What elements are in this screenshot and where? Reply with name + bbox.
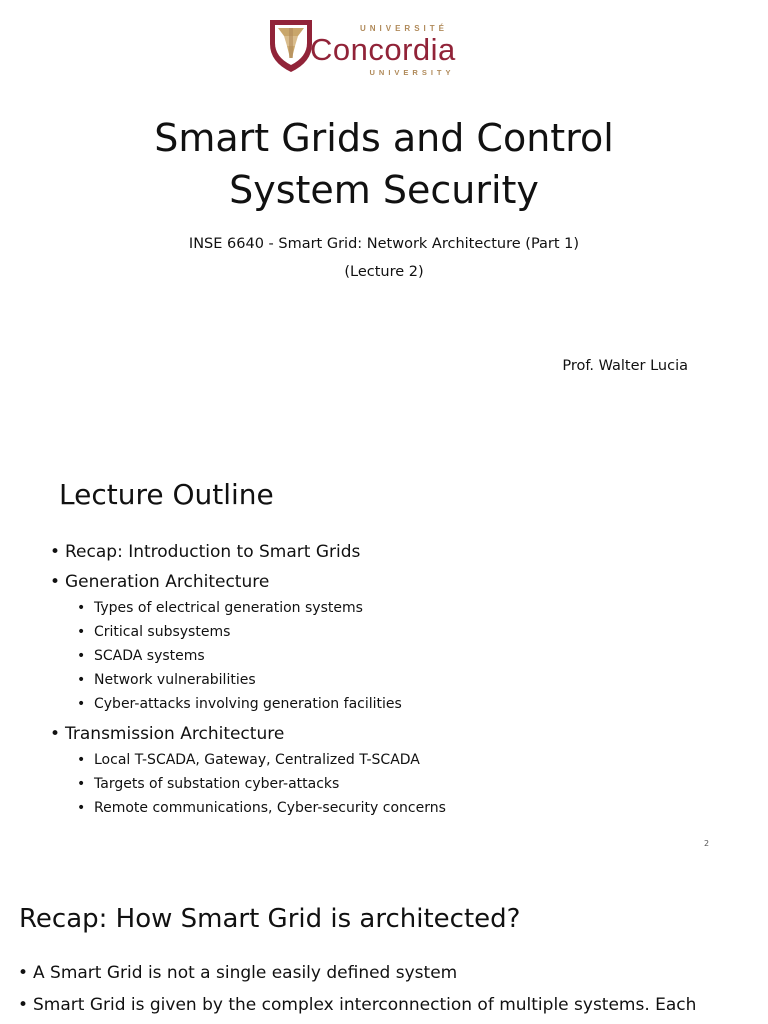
outline-subitem: • Types of electrical generation systems: [77, 596, 730, 620]
outline-subitem: • Remote communications, Cyber-security concerns: [77, 796, 730, 820]
outline-subitem: • Critical subsystems: [77, 620, 730, 644]
outline-slide: [0, 432, 768, 864]
outline-section: [50, 540, 730, 564]
slide-title-line-2: System Security: [229, 168, 539, 212]
outline-section-label: • Recap: Introduction to Smart Grids: [50, 540, 730, 564]
title-slide: [0, 0, 768, 432]
outline-section: [50, 722, 730, 820]
outline-list: [50, 540, 730, 826]
recap-bullet-list: [18, 960, 758, 1024]
slide-title-line-1: Smart Grids and Control: [154, 116, 614, 160]
outline-subitem: • Local T-SCADA, Gateway, Centralized T-SCADA: [77, 748, 730, 772]
recap-title: Recap: How Smart Grid is architected?: [19, 904, 521, 934]
outline-title: Lecture Outline: [59, 478, 274, 511]
subtitle-course: INSE 6640 - Smart Grid: Network Architecture (Part 1): [188, 236, 580, 252]
recap-slide: [0, 864, 768, 1024]
author-name: Prof. Walter Lucia: [562, 358, 688, 374]
subtitle-lecture: (Lecture 2): [344, 264, 424, 280]
slide-subtitle: [0, 230, 768, 286]
slide-title: [0, 112, 768, 216]
logo-top-text: UNIVERSITÉ: [359, 24, 448, 33]
logo-name: Concordia: [310, 32, 456, 67]
logo-bottom-text: UNIVERSITY: [369, 68, 455, 77]
recap-bullet: • Smart Grid is given by the complex interconnection of multiple systems. Each: [18, 992, 758, 1018]
outline-section-label: • Generation Architecture: [50, 570, 730, 594]
concordia-logo: [258, 10, 510, 80]
outline-subitem: • Network vulnerabilities: [77, 668, 730, 692]
outline-subitem: • Targets of substation cyber-attacks: [77, 772, 730, 796]
outline-subitem: • SCADA systems: [77, 644, 730, 668]
page-number: 2: [704, 839, 710, 848]
recap-bullet: • A Smart Grid is not a single easily defined system: [18, 960, 758, 986]
outline-subitem: • Cyber-attacks involving generation facilities: [77, 692, 730, 716]
outline-section: [50, 570, 730, 716]
outline-section-label: • Transmission Architecture: [50, 722, 730, 746]
concordia-shield-icon: [268, 16, 314, 74]
